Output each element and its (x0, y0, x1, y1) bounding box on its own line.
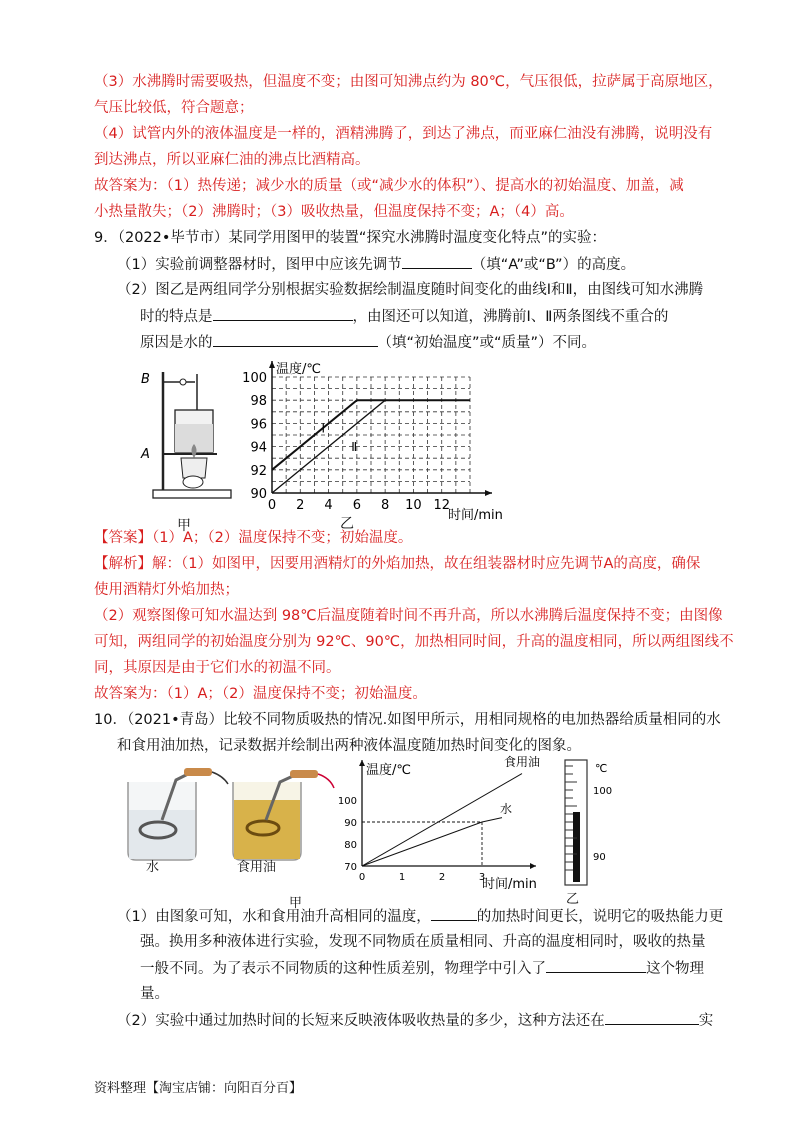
text: 这个物理 (646, 961, 704, 977)
answer-blank[interactable] (546, 958, 646, 973)
analysis-line: 使用酒精灯外焰加热； (94, 582, 239, 598)
y-axis-label: 温度/℃ (366, 763, 411, 778)
question-item: 量。 (140, 986, 169, 1002)
y-tick-label: 92 (250, 463, 267, 479)
question-item (140, 958, 704, 979)
series-label-2: Ⅱ (351, 440, 358, 455)
answer-blank[interactable] (431, 906, 477, 921)
thermo-unit: ℃ (595, 762, 608, 775)
text: 时的特点是 (140, 309, 213, 325)
y-tick-label: 90 (250, 487, 267, 502)
y-tick-label: 100 (337, 796, 357, 807)
x-axis-label: 时间/min (482, 877, 537, 892)
answer-line: 【答案】（1）A；（2）温度保持不变；初始温度。 (94, 530, 413, 546)
y-axis-arrow (269, 361, 275, 368)
y-tick-label: 98 (250, 394, 267, 410)
figure-label: 甲 (289, 896, 303, 911)
answer-blank[interactable] (605, 1010, 699, 1025)
answer-line: 故答案为：（1）A；（2）温度保持不变；初始温度。 (94, 686, 427, 702)
y-tick-label: 70 (344, 862, 357, 873)
x-tick-label: 2 (438, 872, 446, 883)
label-b: B (141, 372, 150, 387)
text: （1）由图象可知，水和食用油升高相同的温度， (117, 909, 431, 925)
answer-line: （3）水沸腾时需要吸热，但温度不变；由图可知沸点约为 80℃，气压很低，拉萨属于高原地区， (94, 74, 723, 90)
y-tick-label: 94 (250, 440, 267, 456)
text: 原因是水的 (140, 335, 213, 351)
series-line-1 (362, 774, 522, 866)
x-tick-label: 0 (267, 498, 277, 513)
analysis-line: 可知，两组同学的初始温度分别为 92℃、90℃，加热相同时间，升高的温度相同，所以两组图线不 (94, 634, 734, 650)
y-axis-arrow (359, 760, 365, 766)
answer-line: 气压比较低，符合题意； (94, 100, 254, 116)
series-label-2: 水 (500, 802, 513, 817)
question-stem: 9．（2022•毕节市）某同学用图甲的装置“探究水沸腾时温度变化特点”的实验： (94, 230, 606, 246)
boiling-apparatus-figure (135, 362, 235, 532)
text: ，由图还可以知道，沸腾前Ⅰ、Ⅱ两条图线不重合的 (352, 309, 669, 325)
x-tick-label: 2 (296, 498, 305, 513)
figure-label: 乙 (566, 892, 580, 907)
y-tick-label: 96 (250, 417, 267, 433)
text: 一般不同。为了表示不同物质的这种性质差别，物理学中引入了 (140, 961, 546, 977)
analysis-line: （2）观察图像可知水温达到 98℃后温度随着时间不再升高，所以水沸腾后温度保持不变；由图像 (94, 608, 723, 624)
thermo-tick-100: 100 (593, 786, 613, 797)
analysis-line: 同，其原因是由于它们水的初温不同。 (94, 660, 341, 676)
answer-line: （4）试管内外的液体温度是一样的，酒精沸腾了，到达了沸点，而亚麻仁油没有沸腾，说明没有 (94, 126, 713, 142)
answer-line: 小热量散失；（2）沸腾时；（3）吸收热量，但温度保持不变；A；（4）高。 (94, 204, 574, 220)
thermo-tick-90: 90 (593, 852, 606, 863)
answer-blank[interactable] (402, 254, 472, 269)
y-tick-label: 90 (344, 818, 357, 829)
question-stem: 和食用油加热，记录数据并绘制出两种液体温度随加热时间变化的图象。 (117, 738, 581, 754)
label-a: A (141, 447, 150, 462)
figure-label: 乙 (340, 516, 354, 532)
answer-line: 故答案为：（1）热传递；减少水的质量（或“减少水的体积”）、提高水的初始温度、加盖，减 (94, 178, 684, 194)
x-tick-label: 3 (478, 872, 486, 883)
x-tick-label: 4 (324, 498, 333, 513)
analysis-line: 【解析】解：（1）如图甲，因要用酒精灯的外焰加热，故在组装器材时应先调节A的高度，确保 (94, 556, 701, 572)
x-tick-label: 12 (433, 498, 450, 513)
thermometer-figure (555, 752, 635, 902)
footer: 资料整理【淘宝店铺：向阳百分百】 (94, 1081, 303, 1096)
beaker-label-oil: 食用油 (237, 860, 277, 875)
question-item: （2）图乙是两组同学分别根据实验数据绘制温度随时间变化的曲线Ⅰ和Ⅱ，由图线可知水沸腾 (117, 282, 704, 298)
answer-blank[interactable] (213, 332, 378, 347)
text: 的加热时间更长，说明它的吸热能力更 (476, 909, 724, 925)
beaker-label-water: 水 (146, 860, 160, 875)
text: （填“A”或“B”）的高度。 (471, 257, 636, 273)
x-tick-label: 0 (358, 872, 366, 883)
question-stem: 10．（2021•青岛）比较不同物质吸热的情况.如图甲所示，用相同规格的电加热器给质量相同的水 (94, 712, 721, 728)
answer-blank[interactable] (213, 306, 353, 321)
question-item (117, 906, 723, 927)
text: （填“初始温度”或“质量”）不同。 (377, 335, 597, 351)
x-tick-label: 10 (405, 498, 422, 513)
figure-label: 甲 (177, 518, 191, 534)
y-tick-label: 100 (242, 371, 267, 386)
question-item (140, 306, 668, 327)
text: 实 (698, 1013, 714, 1029)
answer-line: 到达沸点，所以亚麻仁油的沸点比酒精高。 (94, 152, 370, 168)
y-axis-label: 温度/℃ (276, 362, 321, 377)
x-tick-label: 8 (381, 498, 390, 513)
x-axis-arrow (530, 863, 536, 869)
question-item (117, 1010, 713, 1031)
text: （2）实验中通过加热时间的长短来反映液体吸收热量的多少，这种方法还在 (117, 1013, 605, 1029)
series-line-2 (362, 818, 502, 866)
series-label-1: Ⅰ (321, 421, 326, 436)
y-tick-label: 80 (344, 840, 357, 851)
x-axis-arrow (485, 490, 492, 496)
boiling-temperature-chart (238, 355, 528, 530)
question-item (140, 332, 596, 353)
text: （1）实验前调整器材时，图甲中应该先调节 (117, 257, 402, 273)
question-item (117, 254, 635, 275)
x-tick-label: 6 (352, 498, 361, 513)
heating-temperature-chart (330, 752, 555, 897)
x-axis-label: 时间/min (448, 508, 503, 523)
series-label-1: 食用油 (504, 754, 541, 769)
x-tick-label: 1 (398, 872, 406, 883)
question-item: 强。换用多种液体进行实验，发现不同物质在质量相同、升高的温度相同时，吸收的热量 (140, 934, 706, 950)
